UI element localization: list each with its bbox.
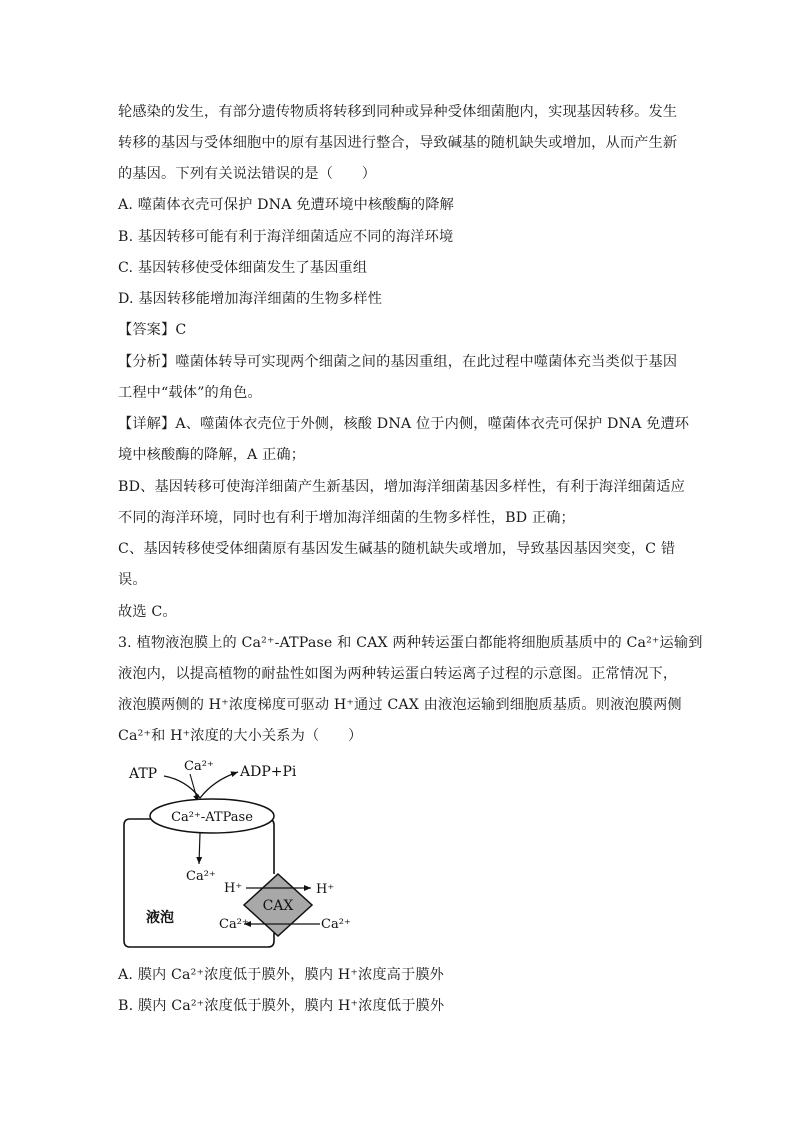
q2-detail-line-1: 【详解】A、噬菌体衣壳位于外侧，核酸 DNA 位于内侧，噬菌体衣壳可保护 DNA 免遭环 xyxy=(118,416,690,432)
q2-detail-line-4: 不同的海洋环境，同时也有利于增加海洋细菌的生物多样性，BD 正确； xyxy=(118,510,575,526)
q3-option-b: B. 膜内 Ca²⁺浓度低于膜外，膜内 H⁺浓度低于膜外 xyxy=(118,998,445,1014)
q2-option-a: A. 噬菌体衣壳可保护 DNA 免遭环境中核酸酶的降解 xyxy=(118,197,454,213)
atp-hydrolysis-arrow xyxy=(164,772,238,798)
ca-into-vacuole-arrow xyxy=(199,833,200,864)
intro-line-1: 轮感染的发生，有部分遗传物质将转移到同种或异种受体细菌胞内，实现基因转移。发生 xyxy=(118,104,678,120)
label-h-in: H⁺ xyxy=(224,881,243,896)
q2-analysis-line-2: 工程中“载体”的角色。 xyxy=(118,385,262,401)
q2-detail-line-2: 境中核酸酶的降解，A 正确； xyxy=(118,447,306,463)
q2-option-d: D. 基因转移能增加海洋细菌的生物多样性 xyxy=(118,291,383,307)
q2-detail-line-7: 故选 C。 xyxy=(118,604,177,620)
label-cax: CAX xyxy=(262,898,294,914)
label-ca-atpase: Ca²⁺-ATPase xyxy=(171,810,253,825)
q2-detail-line-3: BD、基因转移可使海洋细菌产生新基因，增加海洋细菌基因多样性，有利于海洋细菌适应 xyxy=(118,479,685,495)
q3-stem-line-2: 液泡内，以提高植物的耐盐性如图为两种转运蛋白转运离子过程的示意图。正常情况下， xyxy=(118,666,678,682)
q3-stem-line-4: Ca²⁺和 H⁺浓度的大小关系为（ ） xyxy=(118,728,363,744)
q2-option-c: C. 基因转移使受体细菌发生了基因重组 xyxy=(118,260,368,276)
ion-transport-diagram xyxy=(118,752,368,952)
q3-stem-line-1: 3. 植物液泡膜上的 Ca²⁺-ATPase 和 CAX 两种转运蛋白都能将细胞质基质中的 Ca²⁺运输到 xyxy=(118,635,703,651)
label-atp: ATP xyxy=(129,766,158,782)
label-ca-top: Ca²⁺ xyxy=(184,759,214,774)
label-h-out: H⁺ xyxy=(316,882,335,897)
intro-line-3: 的基因。下列有关说法错误的是（ ） xyxy=(118,166,377,182)
q2-detail-line-5: C、基因转移使受体细菌原有基因发生碱基的随机缺失或增加，导致基因基因突变，C 错 xyxy=(118,541,676,557)
q2-detail-line-6: 误。 xyxy=(118,572,147,588)
q3-stem-line-3: 液泡膜两侧的 H⁺浓度梯度可驱动 H⁺通过 CAX 由液泡运输到细胞质基质。则液泡膜两侧 xyxy=(118,697,682,713)
vacuole-membrane-right xyxy=(265,819,274,874)
intro-line-2: 转移的基因与受体细胞中的原有基因进行整合，导致碱基的随机缺失或增加，从而产生新 xyxy=(118,135,678,151)
q2-option-b: B. 基因转移可能有利于海洋细菌适应不同的海洋环境 xyxy=(118,229,454,245)
label-vacuole: 液泡 xyxy=(146,910,174,926)
label-ca-left: Ca²⁺ xyxy=(219,917,249,932)
label-ca-in: Ca²⁺ xyxy=(186,869,216,884)
q3-option-a: A. 膜内 Ca²⁺浓度低于膜外，膜内 H⁺浓度高于膜外 xyxy=(118,967,445,983)
q2-answer: 【答案】C xyxy=(118,322,187,338)
label-ca-right: Ca²⁺ xyxy=(321,917,351,932)
q2-analysis-line-1: 【分析】噬菌体转导可实现两个细菌之间的基因重组，在此过程中噬菌体充当类似于基因 xyxy=(118,354,678,370)
label-adp-pi: ADP+Pi xyxy=(240,764,297,780)
